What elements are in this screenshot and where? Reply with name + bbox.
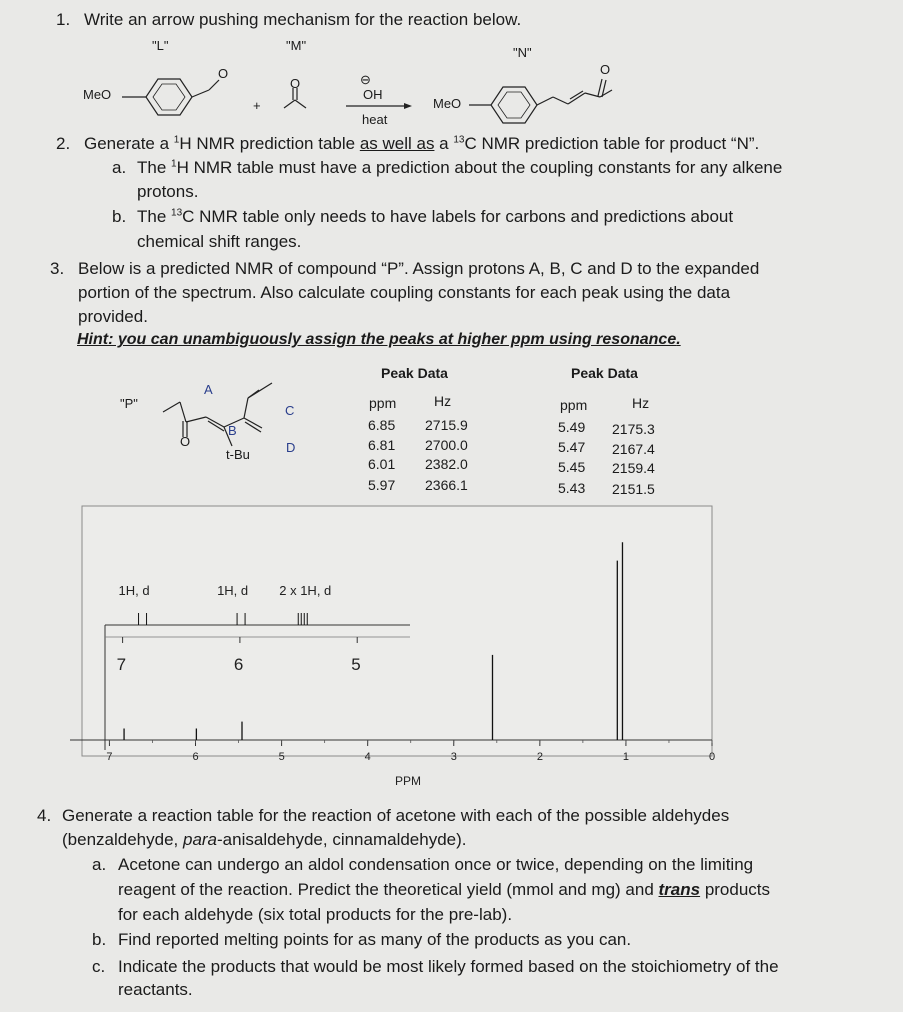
proton-A: A	[204, 382, 213, 397]
main-tick-label: 3	[450, 751, 457, 763]
inset-tick-label: 5	[351, 655, 361, 674]
peak-ppm: 5.45	[558, 459, 586, 475]
label-P: "P"	[120, 396, 138, 411]
x-axis-label: PPM	[395, 774, 422, 788]
peak-ppm: 5.43	[558, 480, 586, 496]
structure-P	[0, 360, 360, 470]
plus-sign: +	[253, 98, 261, 113]
structure-N	[469, 79, 612, 123]
peak-ppm: 6.01	[368, 456, 396, 472]
peak-table-col-ppm: ppm	[560, 397, 588, 413]
inset-tick-label: 7	[116, 655, 127, 674]
peak-table-title: Peak Data	[571, 365, 638, 381]
peak-table-col-hz: Hz	[434, 393, 452, 409]
main-tick-label: 4	[364, 751, 371, 763]
q2a-text: The $^1$H NMR table must have a prediction about the coupling constants for any alkene	[137, 158, 783, 177]
q3-hint: Hint: you can unambiguously assign the peaks at higher ppm using resonance.	[77, 331, 681, 348]
inset-peak-label: 1H, d	[118, 583, 150, 598]
q2b-text-line2: chemical shift ranges.	[137, 232, 302, 251]
peak-ppm: 5.49	[558, 419, 586, 435]
main-tick-label: 7	[106, 751, 113, 763]
peak-ppm: 6.85	[368, 417, 396, 433]
q4c-letter: c.	[92, 957, 106, 976]
q2a-text-line2: protons.	[137, 182, 199, 201]
tbu-label: t-Bu	[226, 447, 250, 462]
peak-table-col-ppm: ppm	[369, 395, 397, 411]
inset-peak-label: 1H, d	[217, 583, 249, 598]
hydroxide-charge: ⊖	[360, 72, 371, 87]
label-L: "L"	[152, 38, 169, 53]
main-tick-label: 1	[622, 751, 630, 763]
structure-L	[122, 79, 219, 115]
aldehyde-oxygen: O	[218, 66, 229, 81]
peak-hz: 2366.1	[425, 477, 468, 493]
q2b-letter: b.	[112, 207, 127, 226]
structure-M	[284, 88, 306, 108]
q1-number: 1.	[56, 10, 71, 29]
q4a-line2: reagent of the reaction. Predict the theoretical yield (mmol and mg) and trans products	[118, 880, 771, 899]
inset-peak-label: 2 x 1H, d	[279, 583, 332, 598]
q4a-line3: for each aldehyde (six total products for the pre-lab).	[118, 905, 513, 924]
peak-hz: 2700.0	[425, 437, 468, 453]
hydroxide-label: OH	[363, 87, 383, 102]
q3-line2: portion of the spectrum. Also calculate coupling constants for each peak using the data	[78, 283, 731, 302]
ketone-oxygen: O	[600, 62, 611, 77]
q4b-letter: b.	[92, 930, 107, 949]
q3-number: 3.	[50, 259, 65, 278]
condition-heat: heat	[362, 112, 388, 127]
proton-C: C	[285, 403, 295, 418]
q2a-letter: a.	[112, 158, 127, 177]
peak-hz: 2382.0	[425, 456, 468, 472]
peak-table-col-hz: Hz	[632, 395, 650, 411]
q3-line3: provided.	[78, 307, 148, 326]
q4a-letter: a.	[92, 855, 107, 874]
q2b-text: The $^{13}$C NMR table only needs to have labels for carbons and predictions about	[137, 207, 734, 226]
q4-line2: (benzaldehyde, para-anisaldehyde, cinnamaldehyde).	[62, 830, 467, 849]
peak-ppm: 5.97	[368, 477, 396, 493]
main-tick-label: 5	[278, 751, 285, 763]
inset-tick-label: 6	[233, 655, 244, 674]
acetone-oxygen: O	[290, 76, 301, 91]
q1-text: Write an arrow pushing mechanism for the reaction below.	[84, 10, 522, 29]
peak-hz: 2175.3	[612, 421, 655, 437]
main-tick-label: 6	[192, 751, 199, 763]
peak-hz: 2159.4	[612, 460, 655, 476]
q4a-line1: Acetone can undergo an aldol condensation once or twice, depending on the limiting	[118, 855, 754, 874]
q2-number: 2.	[56, 134, 71, 153]
q4c-line1: Indicate the products that would be most likely formed based on the stoichiometry of the	[118, 957, 779, 976]
q4c-line2: reactants.	[118, 980, 193, 999]
q4-line1: Generate a reaction table for the reaction of acetone with each of the possible aldehydes	[62, 806, 730, 825]
q4-number: 4.	[37, 806, 52, 825]
ketone-oxygen-P: O	[180, 434, 191, 449]
main-tick-label: 0	[709, 751, 716, 763]
peak-ppm: 5.47	[558, 439, 586, 455]
main-tick-label: 2	[536, 751, 543, 763]
label-N: "N"	[513, 45, 532, 60]
q4b-line1: Find reported melting points for as many of the products as you can.	[118, 930, 632, 949]
q2-text: Generate a $^1$H NMR prediction table as well as a $^{13}$C NMR prediction table for product “N”.	[84, 134, 760, 153]
nmr-spectrum	[0, 500, 903, 800]
peak-hz: 2151.5	[612, 481, 655, 497]
peak-table-title: Peak Data	[381, 365, 448, 381]
peak-hz: 2167.4	[612, 441, 655, 457]
peak-hz: 2715.9	[425, 417, 468, 433]
meo-left: MeO	[83, 87, 112, 102]
label-M: "M"	[286, 38, 307, 53]
proton-D: D	[286, 440, 296, 455]
reaction-arrow	[346, 103, 412, 109]
proton-B: B	[228, 423, 237, 438]
reaction-scheme	[0, 0, 903, 140]
q3-line1: Below is a predicted NMR of compound “P”. Assign protons A, B, C and D to the expanded	[78, 259, 760, 278]
meo-right: MeO	[433, 96, 462, 111]
peak-ppm: 6.81	[368, 437, 396, 453]
